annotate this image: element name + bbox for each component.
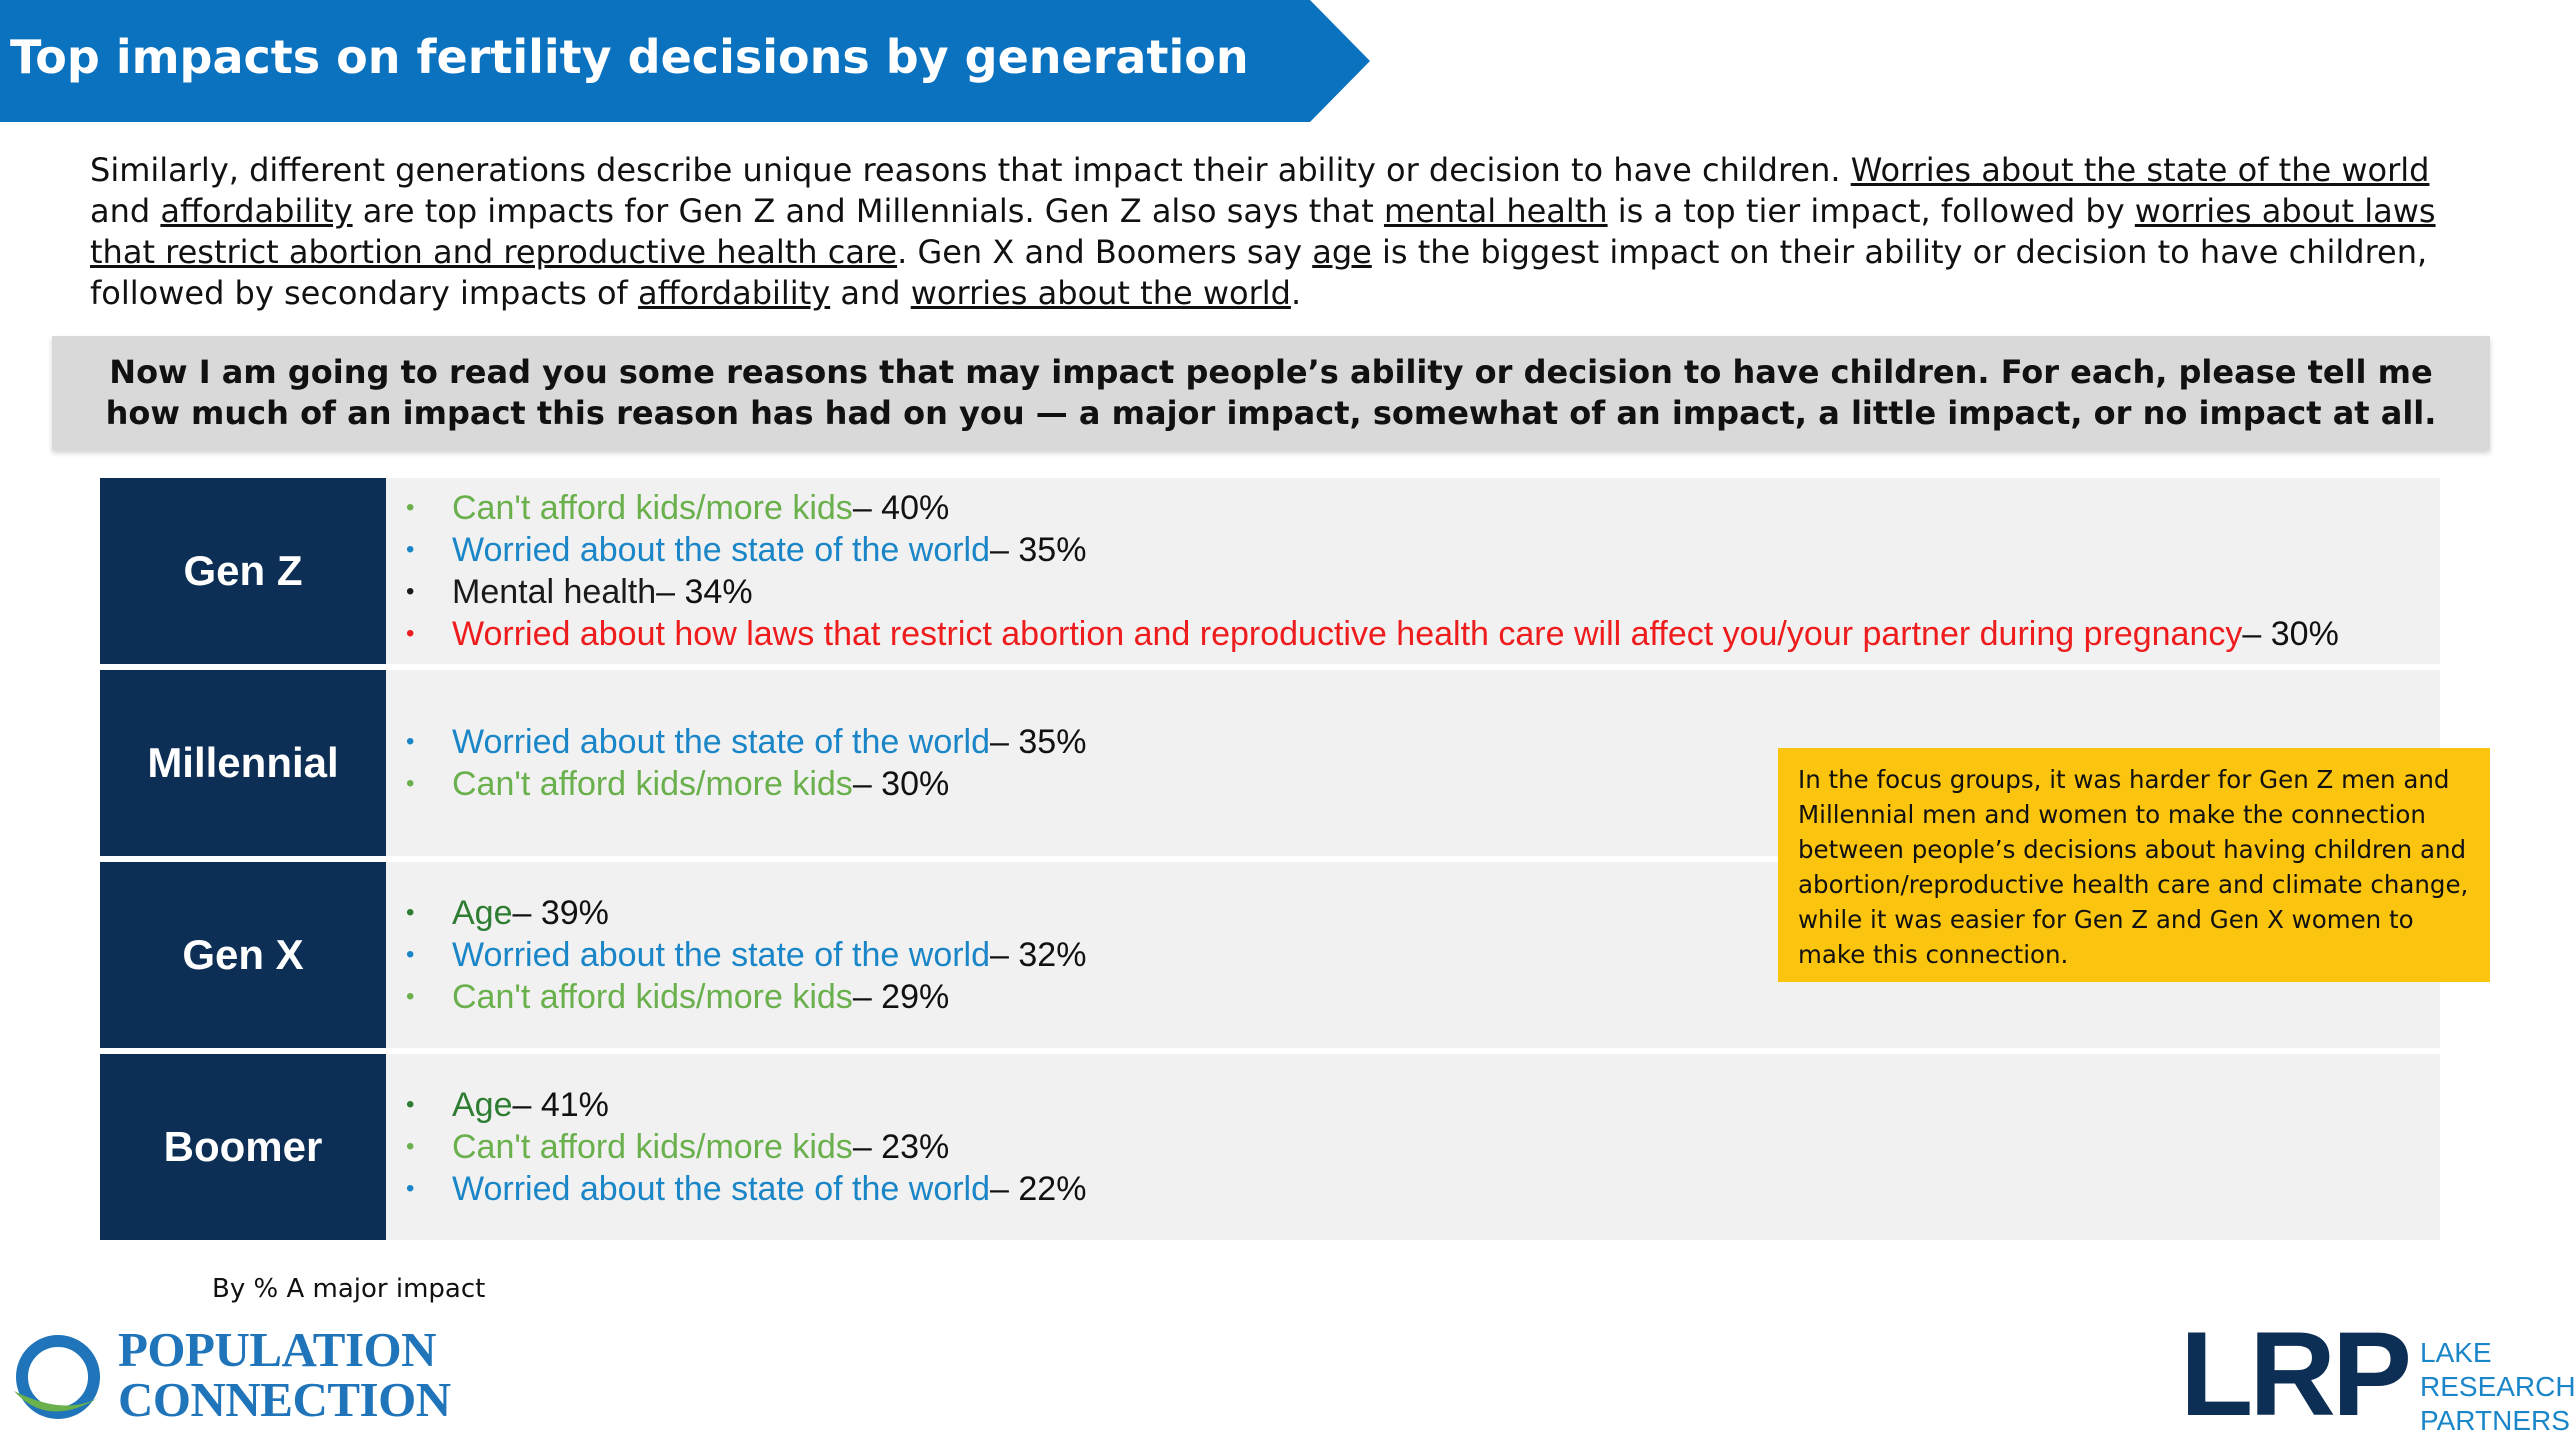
- reason-percent: – 29%: [852, 978, 950, 1016]
- intro-highlight: worries about the world: [910, 274, 1291, 312]
- bullet-icon: •: [406, 578, 415, 605]
- logo-line: LAKE: [2420, 1337, 2492, 1368]
- reason-label: Worried about the state of the world: [452, 723, 991, 761]
- lrp-mark: LRP: [2180, 1307, 2408, 1441]
- page-title: Top impacts on fertility decisions by generation: [10, 30, 1249, 84]
- logo-line: POPULATION: [118, 1322, 437, 1377]
- reason-label: Worried about the state of the world: [452, 531, 991, 569]
- reason-item: [406, 487, 2440, 529]
- reason-item: [406, 1168, 2440, 1210]
- bullet-icon: •: [406, 494, 415, 521]
- intro-highlight: affordability: [637, 274, 831, 312]
- bullet-icon: •: [406, 941, 415, 968]
- intro-text: is a top tier impact, followed by: [1607, 192, 2135, 230]
- reason-item: [406, 1084, 2440, 1126]
- reason-percent: – 22%: [990, 1170, 1087, 1208]
- bullet-icon: •: [406, 770, 415, 797]
- gen-items: [386, 478, 2440, 664]
- bullet-icon: •: [406, 620, 415, 647]
- reason-percent: – 39%: [512, 894, 609, 932]
- population-connection-wordmark: [118, 1322, 451, 1427]
- intro-text: and: [830, 274, 911, 312]
- lrp-wordmark: [2420, 1336, 2576, 1438]
- reason-label: Mental health: [452, 573, 657, 611]
- question-box: [52, 336, 2490, 450]
- reason-percent: – 41%: [512, 1086, 609, 1124]
- gen-label: Boomer: [100, 1054, 386, 1240]
- intro-highlight: mental health: [1383, 192, 1608, 230]
- gen-row-boomer: [100, 1054, 2440, 1240]
- bullet-icon: •: [406, 1091, 415, 1118]
- intro-highlight: Worries about the state of the world: [1850, 151, 2430, 189]
- bullet-icon: •: [406, 983, 415, 1010]
- gen-label: Millennial: [100, 670, 386, 856]
- reason-percent: – 35%: [990, 723, 1087, 761]
- gen-row-gen-z: [100, 478, 2440, 664]
- logo-line: CONNECTION: [118, 1372, 451, 1427]
- gen-items: [386, 1054, 2440, 1240]
- reason-label: Can't afford kids/more kids: [452, 1128, 853, 1166]
- bullet-icon: •: [406, 1133, 415, 1160]
- population-connection-logo: [10, 1322, 480, 1427]
- gen-label: Gen Z: [100, 478, 386, 664]
- logo-line: RESEARCH: [2420, 1371, 2576, 1402]
- intro-highlight: worries about laws that restrict abortion and reproductive health care: [90, 192, 2436, 271]
- reason-label: Can't afford kids/more kids: [452, 765, 853, 803]
- reason-percent: – 34%: [656, 573, 753, 611]
- reason-label: Age: [452, 1086, 513, 1124]
- reason-label: Can't afford kids/more kids: [452, 489, 853, 527]
- bullet-icon: •: [406, 728, 415, 755]
- intro-text: . Gen X and Boomers say: [897, 233, 1313, 271]
- reason-label: Worried about how laws that restrict abortion and reproductive health care will affect you/your partner during pregnancy: [452, 615, 2243, 653]
- gen-label: Gen X: [100, 862, 386, 1048]
- reason-percent: – 30%: [852, 765, 950, 803]
- reason-label: Can't afford kids/more kids: [452, 978, 853, 1016]
- intro-text: Similarly, different generations describe unique reasons that impact their ability or decision to have children.: [90, 151, 1851, 189]
- reason-label: Worried about the state of the world: [452, 1170, 991, 1208]
- footnote: By % A major impact: [212, 1274, 486, 1304]
- logo-line: PARTNERS: [2420, 1405, 2570, 1436]
- reason-item: [406, 571, 2440, 613]
- population-connection-mark-icon: [10, 1331, 110, 1431]
- reason-percent: – 23%: [852, 1128, 950, 1166]
- reason-item: [406, 976, 2440, 1018]
- reason-item: [406, 1126, 2440, 1168]
- reason-percent: – 32%: [990, 936, 1087, 974]
- survey-question: Now I am going to read you some reasons that may impact people’s ability or decision to have children. For each, please tell me how much of an impact this reason has had on you — a major impact, somewhat of an impact, a little impact, or no impact at all.: [105, 353, 2437, 432]
- reason-label: Worried about the state of the world: [452, 936, 991, 974]
- focus-group-callout: In the focus groups, it was harder for Gen Z men and Millennial men and women to make the connection between people’s decisions about having children and abortion/reproductive health care and climate change, while it was easier for Gen Z and Gen X women to make this connection.: [1778, 748, 2490, 982]
- reason-percent: – 40%: [852, 489, 950, 527]
- intro-text: is the biggest impact on their ability or decision to have children, followed by secondary impacts of: [90, 233, 2428, 312]
- intro-highlight: affordability: [160, 192, 353, 230]
- bullet-icon: •: [406, 1175, 415, 1202]
- intro-text: .: [1290, 274, 1302, 312]
- bullet-icon: •: [406, 899, 415, 926]
- lrp-logo: [2180, 1307, 2576, 1441]
- reason-percent: – 30%: [2242, 615, 2339, 653]
- intro-highlight: age: [1312, 233, 1372, 271]
- intro-text: are top impacts for Gen Z and Millennials. Gen Z also says that: [352, 192, 1384, 230]
- reason-item: [406, 529, 2440, 571]
- reason-item: [406, 613, 2440, 655]
- reason-label: Age: [452, 894, 513, 932]
- bullet-icon: •: [406, 536, 415, 563]
- intro-paragraph: [90, 150, 2470, 314]
- intro-text: and: [90, 192, 161, 230]
- reason-percent: – 35%: [990, 531, 1087, 569]
